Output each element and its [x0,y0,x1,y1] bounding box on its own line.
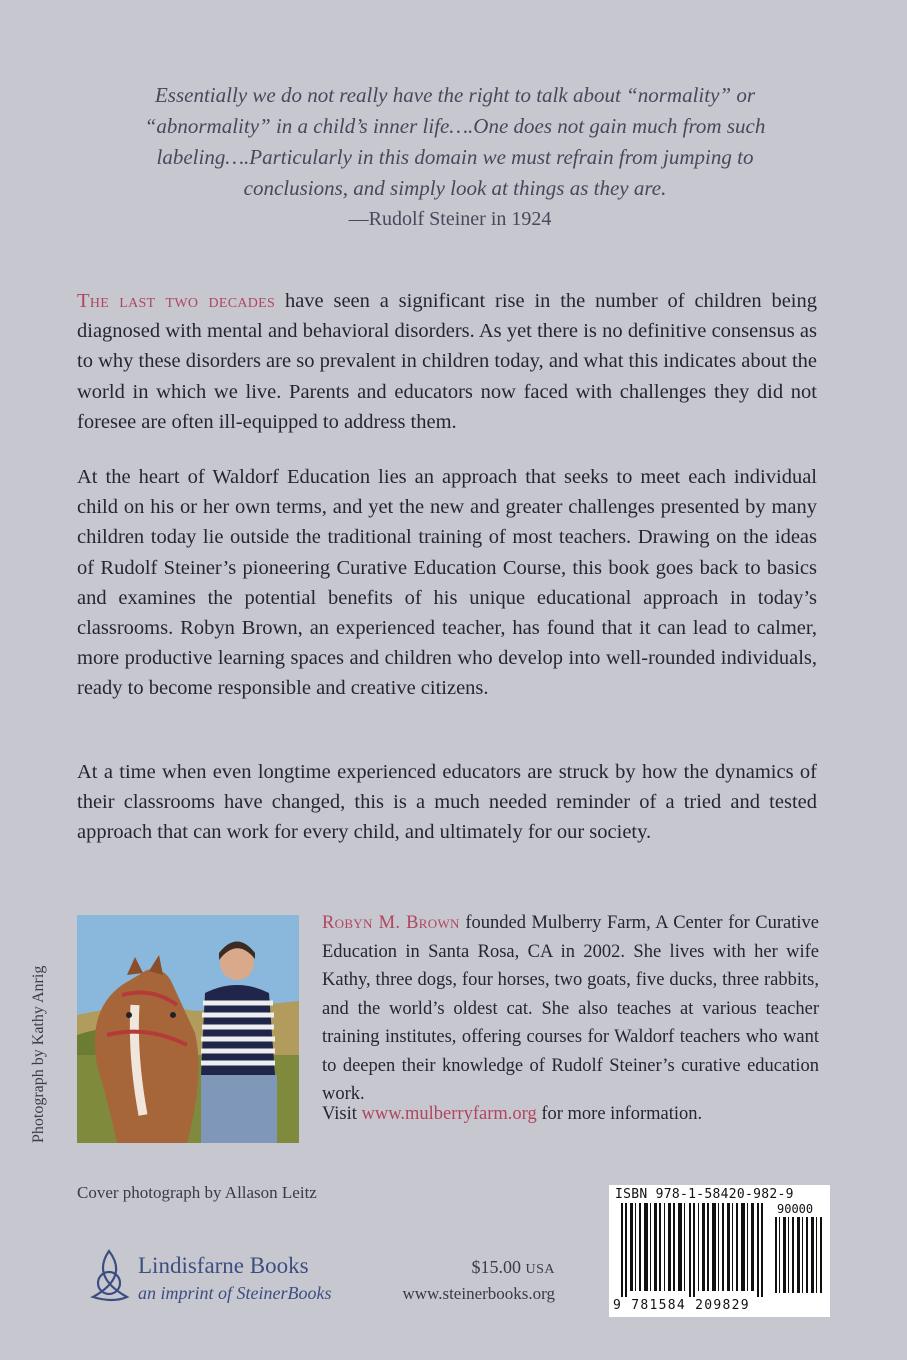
ean-digits: 9 781584 209829 [613,1298,750,1313]
price-value: $15.00 [471,1257,521,1277]
visit-suffix: for more information. [536,1104,703,1124]
author-website-link[interactable]: www.mulberryfarm.org [361,1104,537,1124]
author-name: Robyn M. Brown [322,913,460,933]
author-photo [77,915,299,1143]
photo-credit: Photograph by Kathy Anrig [30,965,47,1143]
visit-line [322,1100,822,1128]
price-barcode-bars [775,1217,825,1293]
celtic-knot-logo-icon [83,1247,135,1307]
epigraph-attribution: —Rudolf Steiner in 1924 [348,208,552,230]
ean-barcode-bars [615,1203,773,1297]
description-paragraph-1 [77,286,817,437]
isbn-barcode [609,1185,830,1317]
epigraph-quote: Essentially we do not really have the right to talk about “normality” or “abnormality” in a child’s inner life….One does not gain much from such labeling….Particularly in this domain we must refrain from jumping to conclusions, and simply look at things as they are. [144,83,766,200]
paragraph-1-text: have seen a significant rise in the number of children being diagnosed with mental and behavioral disorders. As yet there is no definitive consensus as to why these disorders are so prevalent in children today, and what this indicates about the world in which we live. Parents and educators now faced with challenges they did not foresee are often ill-equipped to address them. [77,290,817,433]
visit-prefix: Visit [322,1104,362,1124]
isbn-number: ISBN 978-1-58420-982-9 [615,1187,794,1202]
description-paragraph-3: At a time when even longtime experienced educators are struck by how the dynamics of their classrooms have changed, this is a much needed reminder of a tried and tested approach that can work for every child, and ultimately for our society. [77,761,817,844]
author-bio-text: founded Mulberry Farm, A Center for Curative Education in Santa Rosa, CA in 2002. She lives with her wife Kathy, three dogs, four horses, two goats, five ducks, three rabbits, and the world’s oldest cat. She also teaches at various teacher training institutes, offering courses for Waldorf teachers who want to deepen their knowledge of Rudolf Steiner’s curative education work. [322,913,819,1104]
publisher-name: Lindisfarne Books [138,1253,309,1278]
price-code: 90000 [777,1202,814,1216]
publisher-website: www.steinerbooks.org [402,1284,555,1303]
cover-photo-credit: Cover photograph by Allason Leitz [77,1183,317,1202]
publisher-imprint: an imprint of SteinerBooks [138,1283,332,1303]
description-paragraph-2: At the heart of Waldorf Education lies an approach that seeks to meet each individual child on his or her own terms, and yet the new and greater challenges presented by many children today lie outside the traditional training of most teachers. Drawing on the ideas of Rudolf Steiner’s pioneering Curative Education Course, this book goes back to basics and examines the potential benefits of his unique educational approach in today’s classrooms. Robyn Brown, an experienced teacher, has found that it can lead to calmer, more productive learning spaces and children who develop into well-rounded individuals, ready to become responsible and creative citizens. [77,466,817,700]
price [380,1257,555,1278]
author-bio [322,909,819,1109]
price-currency: USA [525,1262,555,1277]
lead-in-small-caps: The last two decades [77,290,276,312]
